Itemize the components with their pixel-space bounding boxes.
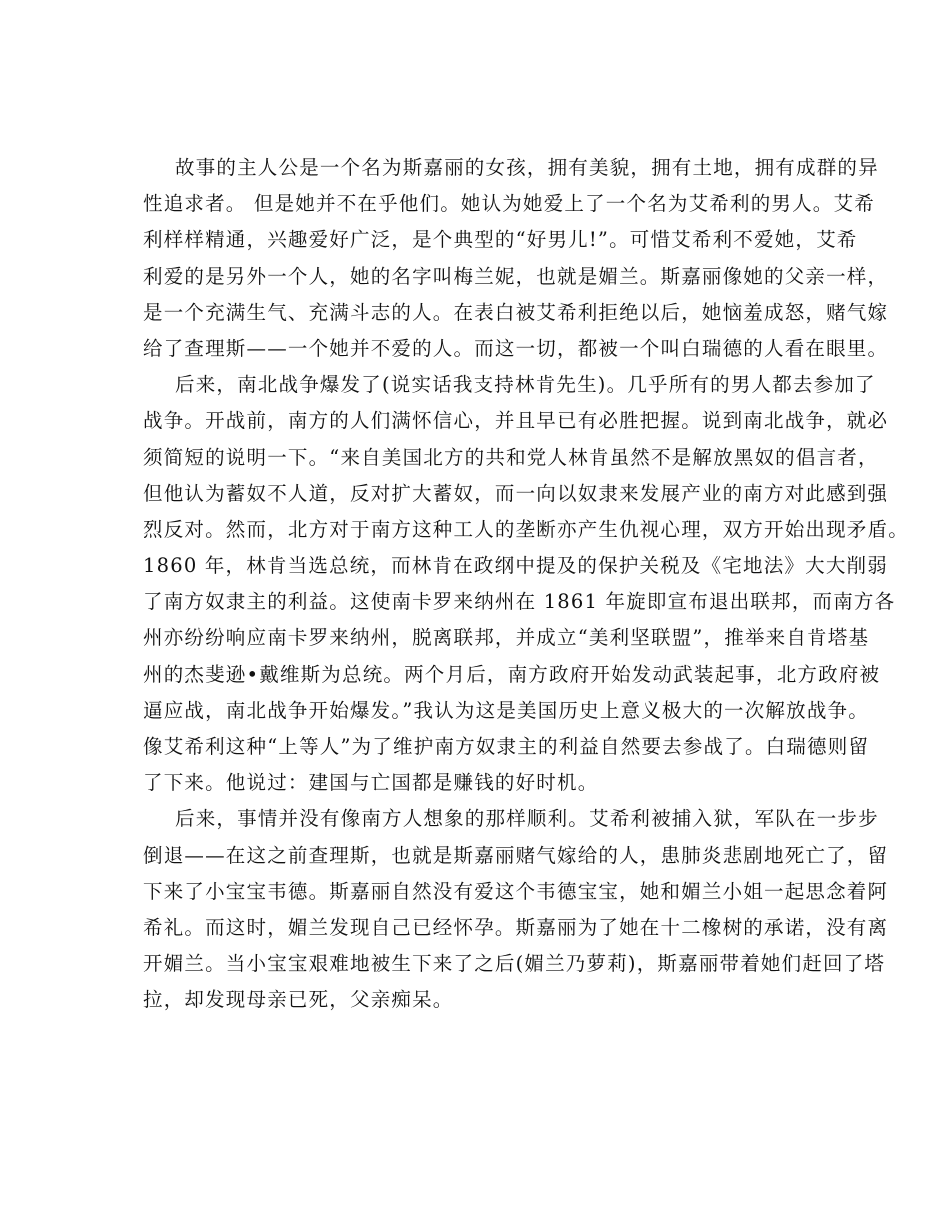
paragraph-3-line-1: 后来，事情并没有像南方人想象的那样顺利。艾希利被捕入狱，军队在一步步 <box>175 807 879 831</box>
document-body <box>143 150 909 1019</box>
paragraph-3-line-4: 希礼。而这时，媚兰发现自己已经怀孕。斯嘉丽为了她在十二橡树的承诺，没有离 <box>143 915 889 939</box>
paragraph-3-line-5: 开媚兰。当小宝宝艰难地被生下来了之后(媚兰乃萝莉)，斯嘉丽带着她们赶回了塔 <box>143 952 886 976</box>
paragraph-3-line-2: 倒退——在这之前查理斯，也就是斯嘉丽赌气嫁给的人，患肺炎悲剧地死亡了，留 <box>143 843 889 867</box>
paragraph-1-line-5: 是一个充满生气、充满斗志的人。在表白被艾希利拒绝以后，她恼羞成怒，赌气嫁 <box>143 300 889 324</box>
paragraph-2-line-6: 1860 年，林肯当选总统，而林肯在政纲中提及的保护关税及《宅地法》大大削弱 <box>143 554 888 578</box>
paragraph-2-line-8: 州亦纷纷响应南卡罗来纳州，脱离联邦，并成立“美利坚联盟”，推举来自肯塔基 <box>143 626 870 650</box>
paragraph-2-line-10: 逼应战，南北战争开始爆发。”我认为这是美国历史上意义极大的一次解放战争。 <box>143 698 869 722</box>
paragraph-1-line-6: 给了查理斯——一个她并不爱的人。而这一切，都被一个叫白瑞德的人看在眼里。 <box>143 336 889 360</box>
paragraph-2-line-9: 州的杰斐逊•戴维斯为总统。两个月后，南方政府开始发动武装起事，北方政府被 <box>143 662 881 686</box>
paragraph-3-line-6: 拉，却发现母亲已死，父亲痴呆。 <box>143 988 454 1012</box>
paragraph-2-line-7: 了南方奴隶主的利益。这使南卡罗来纳州在 1861 年旋即宣布退出联邦，而南方各 <box>143 590 896 614</box>
paragraph-3-line-3: 下来了小宝宝韦德。斯嘉丽自然没有爱这个韦德宝宝，她和媚兰小姐一起思念着阿 <box>143 879 889 903</box>
paragraph-2-line-11: 像艾希利这种“上等人”为了维护南方奴隶主的利益自然要去参战了。白瑞德则留 <box>143 735 870 758</box>
paragraph-1-line-2: 性追求者。 但是她并不在乎他们。她认为她爱上了一个名为艾希利的男人。艾希 <box>143 192 875 216</box>
paragraph-2-line-1: 后来，南北战争爆发了(说实话我支持林肯先生)。几乎所有的男人都去参加了 <box>175 373 876 397</box>
paragraph-1-line-4: 利爱的是另外一个人，她的名字叫梅兰妮，也就是媚兰。斯嘉丽像她的父亲一样， <box>143 264 889 288</box>
paragraph-2-line-2: 战争。开战前，南方的人们满怀信心，并且早已有必胜把握。说到南北战争，就必 <box>143 409 889 433</box>
paragraph-2-line-3: 须简短的说明一下。“来自美国北方的共和党人林肯虽然不是解放黑奴的倡言者， <box>143 445 879 469</box>
paragraph-1-line-3: 利样样精通，兴趣爱好广泛，是个典型的“好男儿!”。可惜艾希利不爱她，艾希 <box>143 228 858 252</box>
paragraph-2-line-4: 但他认为蓄奴不人道，反对扩大蓄奴，而一向以奴隶来发展产业的南方对此感到强 <box>143 481 889 505</box>
paragraph-2-line-12: 了下来。他说过：建国与亡国都是赚钱的好时机。 <box>143 771 599 795</box>
paragraph-1-line-1: 故事的主人公是一个名为斯嘉丽的女孩，拥有美貌，拥有土地，拥有成群的异 <box>175 156 879 179</box>
paragraph-2-line-5: 烈反对。然而，北方对于南方这种工人的垄断亦产生仇视心理，双方开始出现矛盾。 <box>143 517 909 541</box>
